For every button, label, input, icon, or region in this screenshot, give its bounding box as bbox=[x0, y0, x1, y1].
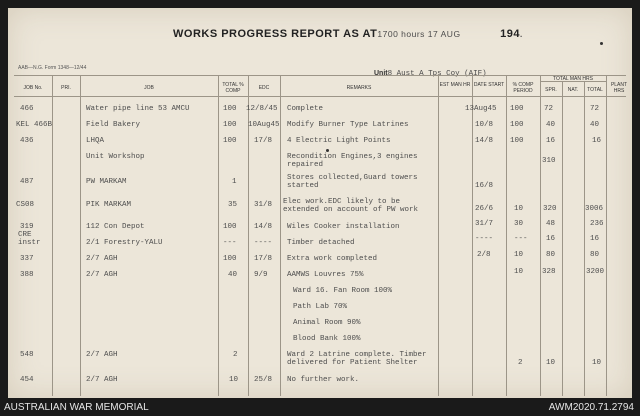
cell-remarks: Timber detached bbox=[287, 239, 355, 247]
report-title: WORKS PROGRESS REPORT AS AT1700 hours 17 AUG 194. bbox=[173, 28, 523, 40]
header-total: TOTAL bbox=[587, 87, 603, 93]
cell-remarks: No further work. bbox=[287, 376, 360, 384]
cell-job: Water pipe line 53 AMCU bbox=[86, 105, 190, 113]
cell-edc: ---- bbox=[254, 239, 273, 247]
cell-total-comp: 100 bbox=[223, 137, 237, 145]
cell-edc: 17/8 bbox=[254, 255, 273, 263]
cell-total-comp: --- bbox=[223, 239, 237, 247]
header-spr: SPR. bbox=[545, 87, 557, 93]
cell-job-no: CRE instr bbox=[18, 231, 41, 247]
cell-job-no: 388 bbox=[20, 271, 34, 279]
cell-date-start: 31/7 bbox=[475, 220, 494, 228]
cell-remarks: Path Lab 70% bbox=[293, 303, 348, 311]
cell-job: LHQA bbox=[86, 137, 105, 145]
cell-job-no: 337 bbox=[20, 255, 34, 263]
col-divider bbox=[280, 75, 281, 396]
cell-total-comp: 1 bbox=[232, 178, 237, 186]
cell-comp-period: 10 bbox=[514, 268, 524, 276]
cell-job-no: 319 bbox=[20, 223, 34, 231]
cell-total: 236 bbox=[590, 220, 604, 228]
cell-job: Unit Workshop bbox=[86, 153, 145, 161]
unit-field: Unit8 Aust A Tps Coy (AIF) bbox=[374, 70, 487, 78]
cell-job: PIK MARKAM bbox=[86, 201, 132, 209]
cell-job: 2/1 Forestry-YALU bbox=[86, 239, 163, 247]
header-nat: NAT. bbox=[567, 87, 579, 93]
cell-date-start: 26/6 bbox=[475, 205, 494, 213]
header-job: JOB bbox=[144, 85, 154, 91]
cell-job: 2/7 AGH bbox=[86, 271, 118, 279]
header-pri: PRI. bbox=[61, 85, 71, 91]
cell-spr: 16 bbox=[546, 235, 556, 243]
cell-edc: 14/8 bbox=[254, 223, 273, 231]
cell-date-start: 2/8 bbox=[477, 251, 491, 259]
cell-spr: 48 bbox=[546, 220, 556, 228]
cell-job: PW MARKAM bbox=[86, 178, 127, 186]
cell-total-comp: 100 bbox=[223, 255, 237, 263]
cell-total: 80 bbox=[590, 251, 600, 259]
cell-job: 2/7 AGH bbox=[86, 376, 118, 384]
cell-total: 310 bbox=[542, 157, 556, 165]
cell-date-start: 16/8 bbox=[475, 182, 494, 190]
cell-job-no: 548 bbox=[20, 351, 34, 359]
cell-remarks: Elec work.EDC likely to be extended on account of PW work bbox=[283, 198, 419, 214]
cell-total-comp: 2 bbox=[233, 351, 238, 359]
header-plant-hrs: PLANT HRS bbox=[610, 82, 628, 94]
col-divider bbox=[80, 75, 81, 396]
cell-comp-period: 100 bbox=[510, 105, 524, 113]
header-remarks: REMARKS bbox=[346, 85, 372, 91]
cell-spr: 80 bbox=[546, 251, 556, 259]
cell-job-no: 487 bbox=[20, 178, 34, 186]
cell-total: 40 bbox=[590, 121, 600, 129]
archive-footer bbox=[0, 400, 640, 416]
header-total-man-hrs: TOTAL MAN HRS bbox=[553, 76, 593, 82]
footer-institution: AUSTRALIAN WAR MEMORIAL bbox=[4, 402, 149, 413]
cell-edc: 25/8 bbox=[254, 376, 273, 384]
col-divider bbox=[218, 75, 219, 396]
cell-spr: 72 bbox=[544, 105, 554, 113]
cell-job-no: KEL 466B bbox=[16, 121, 53, 129]
ink-mark bbox=[600, 42, 603, 45]
cell-comp-period: 100 bbox=[510, 121, 524, 129]
header-total-comp: TOTAL % COMP bbox=[222, 82, 244, 94]
cell-spr: 320 bbox=[543, 205, 557, 213]
cell-remarks: Animal Room 90% bbox=[293, 319, 361, 327]
header-est-man-hr: EST MAN HR bbox=[439, 82, 471, 88]
cell-remarks: AAMWS Louvres 75% bbox=[287, 271, 364, 279]
cell-remarks: Ward 2 Latrine complete. Timber delivered for Patient Shelter bbox=[287, 351, 427, 367]
cell-comp-period: 30 bbox=[514, 220, 524, 228]
cell-job: Field Bakery bbox=[86, 121, 141, 129]
col-divider bbox=[52, 75, 53, 396]
cell-remarks: Blood Bank 100% bbox=[293, 335, 361, 343]
cell-remarks: Wiles Cooker installation bbox=[287, 223, 400, 231]
cell-total: 3200 bbox=[586, 268, 605, 276]
cell-total-comp: 100 bbox=[223, 223, 237, 231]
cell-comp-period: --- bbox=[514, 235, 528, 243]
header-comp-period: % COMP PERIOD bbox=[512, 82, 534, 94]
cell-edc: 9/9 bbox=[254, 271, 268, 279]
header-date-start: DATE START bbox=[473, 82, 505, 88]
col-divider bbox=[540, 75, 541, 396]
col-divider bbox=[562, 81, 563, 396]
cell-total-comp: 100 bbox=[223, 121, 237, 129]
cell-spr: 10 bbox=[546, 359, 556, 367]
cell-total: 16 bbox=[590, 235, 600, 243]
cell-job-no: 466 bbox=[20, 105, 34, 113]
cell-date-start: ---- bbox=[475, 235, 494, 243]
table-header-rule bbox=[14, 96, 626, 97]
cell-remarks: Recondition Engines,3 engines repaired bbox=[287, 153, 418, 169]
cell-comp-period: 100 bbox=[510, 137, 524, 145]
cell-total-comp: 35 bbox=[228, 201, 238, 209]
col-divider bbox=[472, 75, 473, 396]
cell-remarks: Stores collected,Guard towers started bbox=[287, 174, 418, 190]
cell-date-start: 13Aug45 bbox=[465, 105, 497, 113]
header-job-no: JOB No. bbox=[23, 85, 43, 91]
cell-job-no: 454 bbox=[20, 376, 34, 384]
cell-comp-period: 10 bbox=[514, 251, 524, 259]
cell-job: 112 Con Depot bbox=[86, 223, 145, 231]
cell-date-start: 10/8 bbox=[475, 121, 494, 129]
cell-spr: 328 bbox=[542, 268, 556, 276]
cell-edc: 17/8 bbox=[254, 137, 273, 145]
report-sheet bbox=[8, 8, 632, 398]
col-divider bbox=[438, 75, 439, 396]
cell-total: 72 bbox=[590, 105, 600, 113]
table-top-rule bbox=[14, 75, 626, 76]
col-divider bbox=[584, 81, 585, 396]
cell-remarks: Extra work completed bbox=[287, 255, 378, 263]
cell-edc: 12/8/45 bbox=[246, 105, 278, 113]
footer-accession-number: AWM2020.71.2794 bbox=[548, 402, 634, 413]
cell-spr: 40 bbox=[546, 121, 556, 129]
cell-comp-period: 2 bbox=[518, 359, 523, 367]
col-divider bbox=[506, 75, 507, 396]
cell-spr: 16 bbox=[546, 137, 556, 145]
cell-edc: 10Aug45 bbox=[248, 121, 280, 129]
col-divider bbox=[606, 75, 607, 396]
header-edc: EDC bbox=[258, 85, 270, 91]
cell-comp-period: 10 bbox=[514, 205, 524, 213]
cell-total: 3006 bbox=[585, 205, 604, 213]
cell-job: 2/7 AGH bbox=[86, 351, 118, 359]
cell-remarks: 4 Electric Light Points bbox=[287, 137, 391, 145]
cell-total: 10 bbox=[592, 359, 602, 367]
cell-job: 2/7 AGH bbox=[86, 255, 118, 263]
cell-date-start: 14/8 bbox=[475, 137, 494, 145]
cell-edc: 31/8 bbox=[254, 201, 273, 209]
cell-job-no: CS08 bbox=[16, 201, 35, 209]
form-reference: AAB—N.G. Form 1348—12/44 bbox=[18, 65, 87, 71]
cell-total-comp: 100 bbox=[223, 105, 237, 113]
cell-total-comp: 40 bbox=[228, 271, 238, 279]
ink-mark bbox=[326, 149, 329, 152]
cell-remarks: Modify Burner Type Latrines bbox=[287, 121, 409, 129]
cell-remarks: Ward 16. Fan Room 100% bbox=[293, 287, 393, 295]
cell-total: 16 bbox=[592, 137, 602, 145]
cell-total-comp: 10 bbox=[229, 376, 239, 384]
cell-job-no: 436 bbox=[20, 137, 34, 145]
cell-remarks: Complete bbox=[287, 105, 324, 113]
